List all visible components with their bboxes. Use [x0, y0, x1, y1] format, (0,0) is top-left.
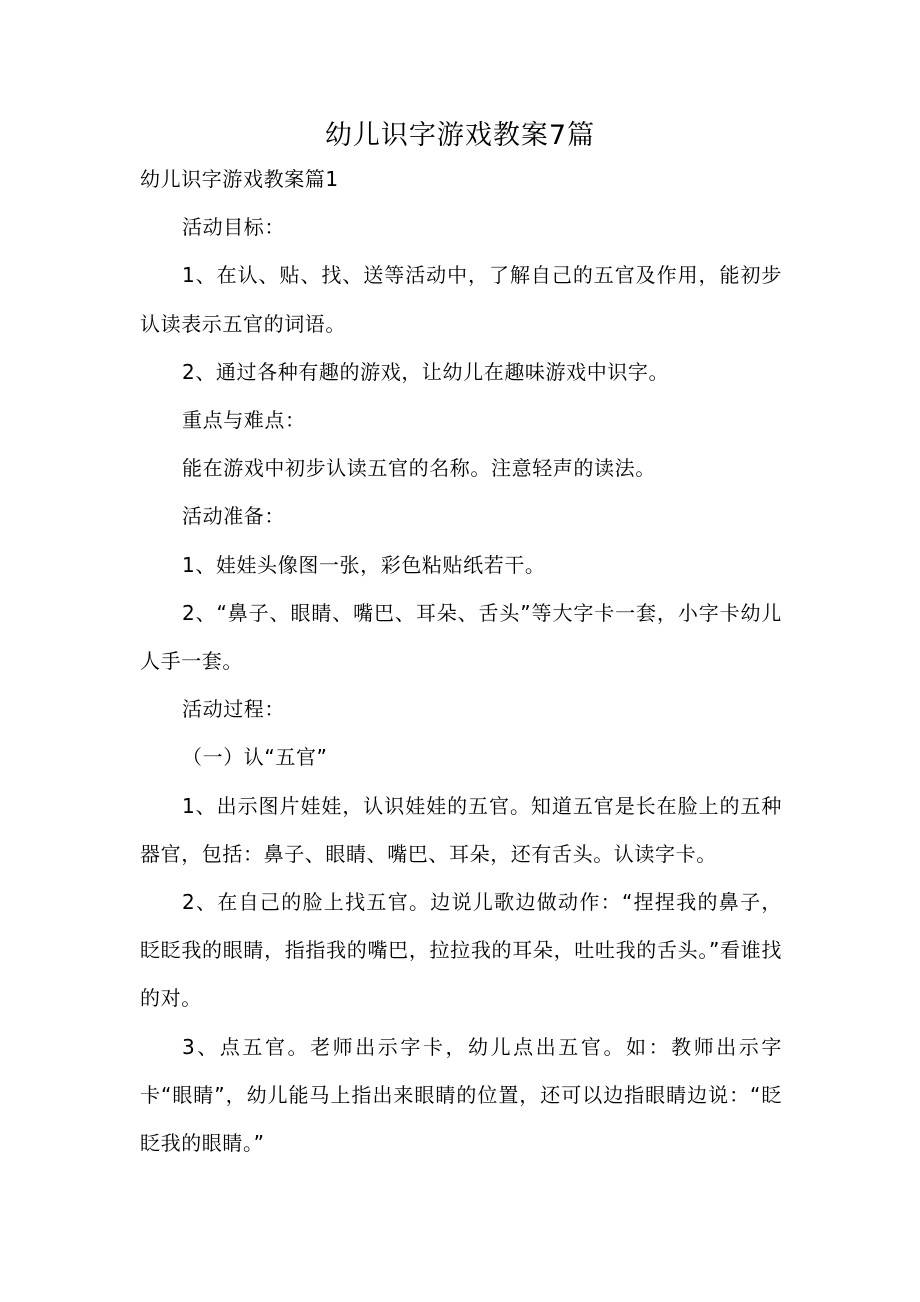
paragraph-process-step-heading: （一）认“五官”	[182, 745, 328, 770]
paragraph-preparation-2: 2、“鼻子、眼睛、嘴巴、耳朵、舌头”等大字卡一套，小字卡幼儿人手一套。	[140, 600, 782, 674]
paragraph-goal-1: 1、在认、贴、找、送等活动中，了解自己的五官及作用，能初步认读表示五官的词语。	[140, 263, 782, 336]
paragraph-preparation-1: 1、娃娃头像图一张，彩色粘贴纸若干。	[182, 552, 546, 577]
paragraph-process-1: 1、出示图片娃娃，认识娃娃的五官。知道五官是长在脸上的五种器官，包括：鼻子、眼睛、嘴巴、耳朵，还有舌头。认读字卡。	[140, 793, 782, 866]
paragraph-process-2: 2、在自己的脸上找五官。边说儿歌边做动作：“捏捏我的鼻子，眨眨我的眼睛，指指我的嘴巴，拉拉我的耳朵，吐吐我的舌头。”看谁找的对。	[140, 890, 782, 1011]
document-title: 幼儿识字游戏教案7篇	[324, 120, 596, 151]
section-heading: 幼儿识字游戏教案篇1	[140, 167, 339, 191]
paragraph-preparation-heading: 活动准备：	[182, 504, 285, 529]
paragraph-process-3: 3、点五官。老师出示字卡，幼儿点出五官。如：教师出示字卡“眼睛”，幼儿能马上指出来眼睛的位置，还可以边指眼睛边说：“眨眨我的眼睛。”	[140, 1034, 782, 1156]
paragraph-activity-goals-heading: 活动目标：	[182, 215, 285, 240]
paragraph-key-points: 能在游戏中初步认读五官的名称。注意轻声的读法。	[182, 456, 656, 481]
paragraph-process-heading: 活动过程：	[182, 697, 285, 722]
document-body	[140, 155, 782, 1167]
paragraph-key-points-heading: 重点与难点：	[182, 408, 306, 433]
paragraph-goal-2: 2、通过各种有趣的游戏，让幼儿在趣味游戏中识字。	[182, 359, 670, 384]
